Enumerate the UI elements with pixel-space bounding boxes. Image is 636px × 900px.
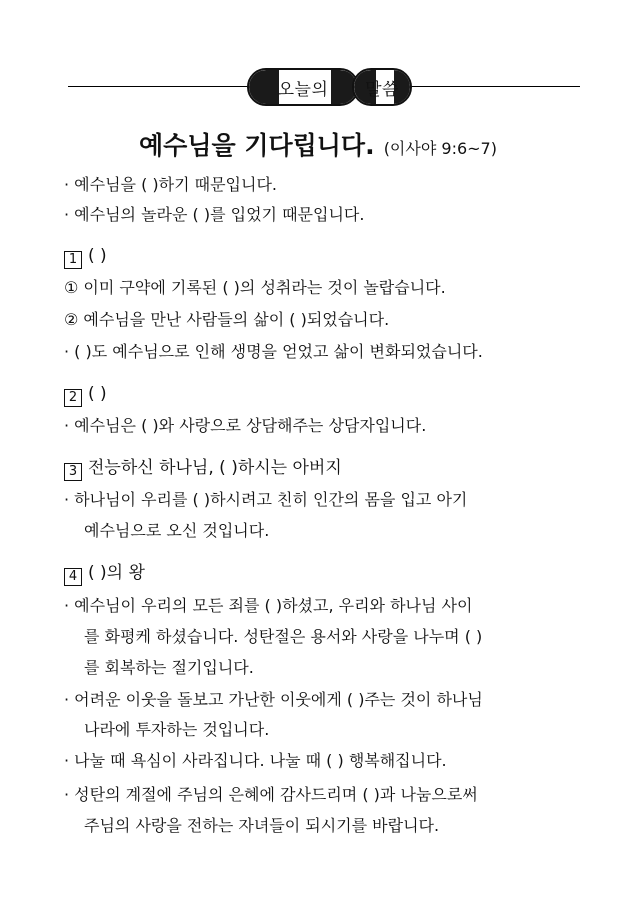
title-reference: (이사야 9:6~7) xyxy=(383,139,497,158)
section-4-title: ( )의 왕 xyxy=(88,563,145,583)
section-number: 4 xyxy=(64,568,82,586)
section-number: 2 xyxy=(64,389,82,407)
section-4-item-4: · 성탄의 계절에 주님의 은혜에 감사드리며 ( )과 나눔으로써 xyxy=(64,785,478,804)
section-2-title: ( ) xyxy=(88,384,107,404)
badge-word-label: 말씀 xyxy=(365,79,399,100)
section-1-item-3: · ( )도 예수님으로 인해 생명을 얻었고 삶이 변화되었습니다. xyxy=(64,342,483,361)
section-4-item-1: · 예수님이 우리의 모든 죄를 ( )하셨고, 우리와 하나님 사이 xyxy=(64,596,473,615)
section-3-item-1: · 하나님이 우리를 ( )하시려고 친히 인간의 몸을 입고 아기 xyxy=(64,490,468,509)
section-4-item-3: · 나눌 때 욕심이 사라집니다. 나눌 때 ( ) 행복해집니다. xyxy=(64,751,447,770)
section-1-heading xyxy=(64,245,107,269)
badge-word xyxy=(352,68,412,106)
page-title xyxy=(0,126,636,162)
section-4-heading xyxy=(64,562,145,586)
section-1-title: ( ) xyxy=(88,246,107,266)
intro-line-1: · 예수님을 ( )하기 때문입니다. xyxy=(64,175,278,194)
section-4-item-1-cont-1: 를 화평케 하셨습니다. 성탄절은 용서와 사랑을 나누며 ( ) xyxy=(84,627,483,646)
badge-today-label: 오늘의 xyxy=(277,79,329,100)
intro-line-2: · 예수님의 놀라운 ( )를 입었기 때문입니다. xyxy=(64,205,365,224)
section-3-heading xyxy=(64,457,342,481)
section-4-item-2-cont: 나라에 투자하는 것입니다. xyxy=(84,720,270,739)
section-4-item-2: · 어려운 이웃을 돌보고 가난한 이웃에게 ( )주는 것이 하나님 xyxy=(64,690,483,709)
header-banner xyxy=(0,62,636,118)
section-1-item-2: ② 예수님을 만난 사람들의 삶이 ( )되었습니다. xyxy=(64,310,390,329)
section-4-item-1-cont-2: 를 회복하는 절기입니다. xyxy=(84,658,254,677)
section-3-item-1-cont: 예수님으로 오신 것입니다. xyxy=(84,521,270,540)
section-4-item-4-cont: 주님의 사랑을 전하는 자녀들이 되시기를 바랍니다. xyxy=(84,816,440,835)
section-2-item-1: · 예수님은 ( )와 사랑으로 상담해주는 상담자입니다. xyxy=(64,416,427,435)
badge-today xyxy=(247,68,359,106)
section-number: 3 xyxy=(64,463,82,481)
section-number: 1 xyxy=(64,251,82,269)
section-3-title: 전능하신 하나님, ( )하시는 아버지 xyxy=(88,458,342,478)
section-2-heading xyxy=(64,383,107,407)
title-main: 예수님을 기다립니다. xyxy=(139,131,375,160)
section-1-item-1: ① 이미 구약에 기록된 ( )의 성취라는 것이 놀랍습니다. xyxy=(64,278,446,297)
